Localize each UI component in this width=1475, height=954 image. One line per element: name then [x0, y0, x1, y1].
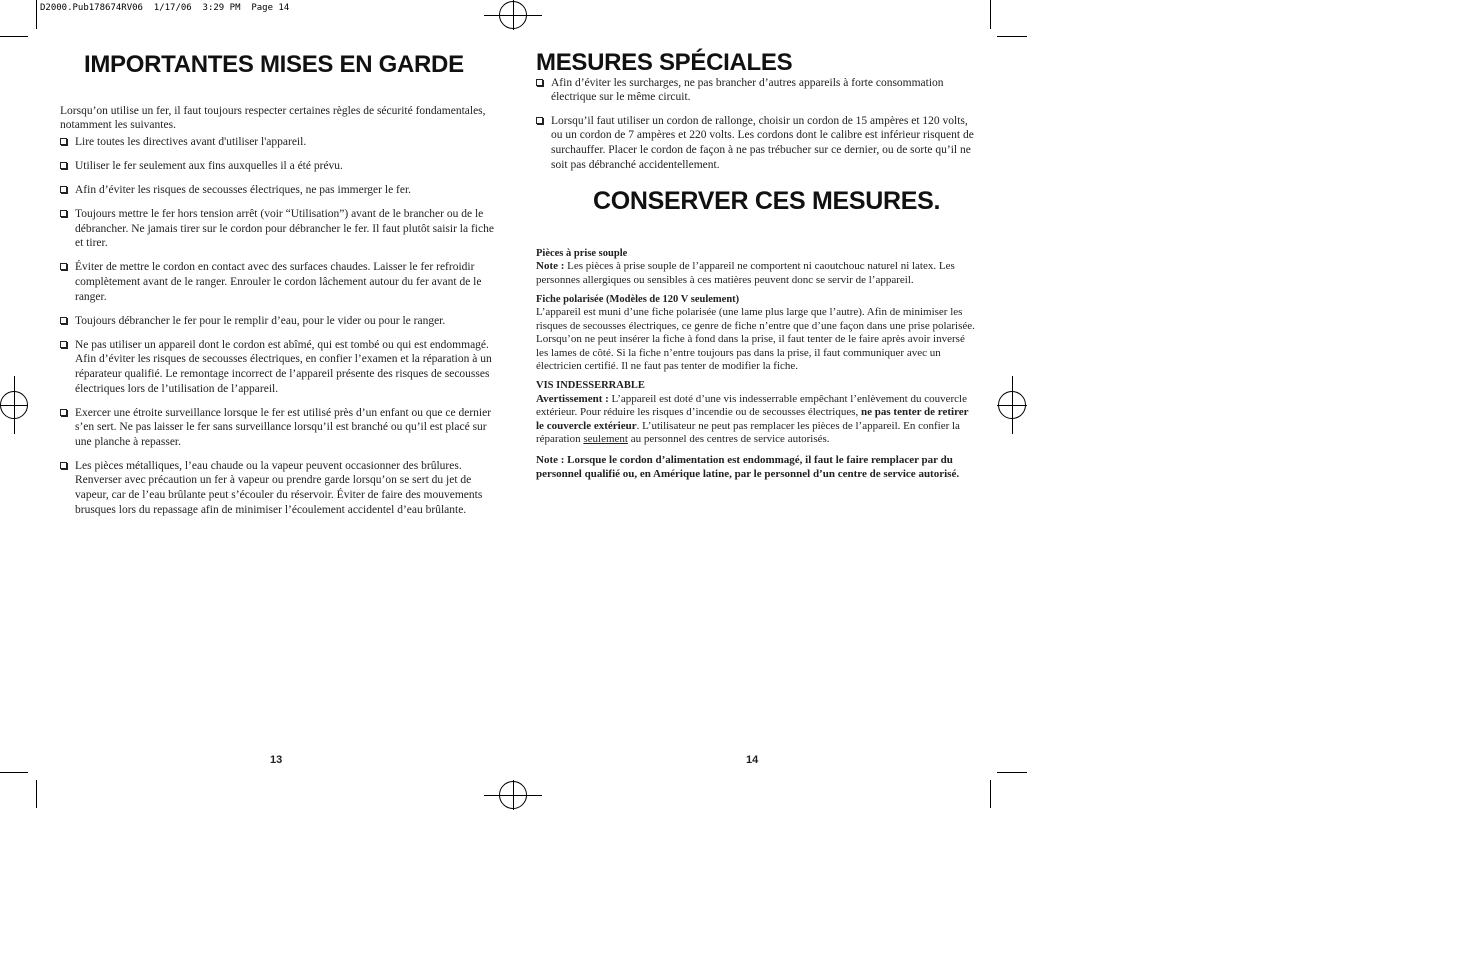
checkbox-bullet-icon — [60, 341, 67, 348]
checkbox-bullet-icon — [60, 210, 67, 217]
crop-mark — [997, 36, 1027, 37]
list-item: Utiliser le fer seulement aux fins auxquelles il a été prévu. — [60, 159, 500, 174]
checkbox-bullet-icon — [60, 186, 67, 193]
right-page-title: MESURES SPÉCIALES — [536, 49, 793, 76]
power-cord-note: Note : Lorsque le cordon d’alimentation est endommagé, il faut le faire remplacer par du personnel qualifié ou, en Amérique latine, par le personnel d’un centre de service autorisé. — [536, 454, 960, 480]
page-number-right: 14 — [746, 754, 759, 766]
crop-mark — [990, 0, 991, 29]
list-item: Toujours mettre le fer hors tension arrêt (voir “Utilisation”) avant de le brancher ou de le débrancher. Ne jamais tirer sur le cordon pour débrancher le fer. Il faut plutôt saisir la fiche et tirer. — [60, 207, 500, 251]
list-item: Ne pas utiliser un appareil dont le cordon est abîmé, qui est tombé ou qui est endommagé. Afin d’éviter les risques de secousses électriques, en confier l’examen et la réparation à un réparateur qualifié. Le remontage incorrect de l’appareil présente des risques de secousses électriques lors de l’utilisation de l’appareil. — [60, 338, 500, 396]
soft-parts-note: Note : Les pièces à prise souple de l’appareil ne comportent ni caoutchouc naturel ni latex. Les personnes allergiques ou sensibles à ces matières peuvent donc se servir de l’appareil. — [536, 260, 955, 286]
crop-mark — [990, 780, 991, 808]
checkbox-bullet-icon — [60, 462, 67, 469]
list-item: Exercer une étroite surveillance lorsque le fer est utilisé près d’un enfant ou que ce dernier s’en sert. Ne pas laisser le fer sans surveillance lorsqu’il est branché ou qu’il est placé sur une planche à repasser. — [60, 406, 500, 450]
list-item: Afin d’éviter les risques de secousses électriques, ne pas immerger le fer. — [60, 183, 500, 198]
list-item: Les pièces métalliques, l’eau chaude ou la vapeur peuvent occasionner des brûlures. Renverser avec précaution un fer à vapeur ou prendre garde lorsqu’on se sert du jet de vapeur, car de l’eau brûlante peut s’écouler du réservoir. Éviter de faire des mouvements brusques lors du repassage afin de minimiser l’écoulement accidentel d’eau brûlante. — [60, 459, 500, 517]
checkbox-bullet-icon — [536, 117, 543, 124]
crop-mark — [36, 780, 37, 808]
right-page — [536, 49, 976, 481]
special-measures-list — [536, 76, 976, 173]
polarized-plug-heading: Fiche polarisée (Modèles de 120 V seulement) — [536, 293, 740, 305]
safety-list — [60, 135, 500, 517]
polarized-plug-text: L’appareil est muni d’une fiche polarisée (une lame plus large que l’autre). Afin de minimiser les risques de secousses électriques, ce genre de fiche n’entre que d’une façon dans une prise polarisée. Lorsqu’on ne peut insérer la fiche à fond dans la prise, il faut tenter de le faire après avoir inversé les lames de côté. Si la fiche n’entre toujours pas dans la prise, il faut communiquer avec un électricien certifié. Il ne faut pas tenter de modifier la fiche. — [536, 306, 975, 372]
printer-slug: D2000.Pub178674RV06 1/17/06 3:29 PM Page 14 — [40, 3, 290, 13]
left-page — [60, 51, 500, 527]
tamper-screw-heading: VIS INDESSERRABLE — [536, 380, 645, 392]
list-item: Afin d’éviter les surcharges, ne pas brancher d’autres appareils à forte consommation électrique sur le même circuit. — [536, 76, 976, 105]
left-page-title: IMPORTANTES MISES EN GARDE — [84, 51, 464, 78]
notes-section — [536, 247, 976, 482]
checkbox-bullet-icon — [536, 79, 543, 86]
checkbox-bullet-icon — [60, 162, 67, 169]
intro-paragraph: Lorsqu’on utilise un fer, il faut toujours respecter certaines règles de sécurité fondamentales, notamment les suivantes. — [60, 104, 486, 132]
list-item: Éviter de mettre le cordon en contact avec des surfaces chaudes. Laisser le fer refroidir complètement avant de le ranger. Enrouler le cordon lâchement autour du fer avant de le ranger. — [60, 260, 500, 304]
soft-parts-heading: Pièces à prise souple — [536, 247, 628, 259]
list-item: Toujours débrancher le fer pour le remplir d’eau, pour le vider ou pour le ranger. — [60, 314, 500, 329]
page-number-left: 13 — [270, 754, 283, 766]
checkbox-bullet-icon — [60, 263, 67, 270]
crop-mark — [997, 772, 1027, 773]
crop-mark — [0, 772, 28, 773]
checkbox-bullet-icon — [60, 138, 67, 145]
checkbox-bullet-icon — [60, 409, 67, 416]
crop-mark — [0, 36, 28, 37]
save-instructions-title: CONSERVER CES MESURES. — [593, 187, 941, 216]
crop-mark — [36, 0, 37, 29]
list-item: Lorsqu’il faut utiliser un cordon de rallonge, choisir un cordon de 15 ampères et 120 volts, ou un cordon de 7 ampères et 220 volts. Les cordons dont le calibre est inférieur risquent de surchauffer. Placer le cordon de façon à ne pas trébucher sur ce dernier, ou de sorte qu’il ne soit pas débranché accidentellement. — [536, 114, 976, 172]
tamper-screw-text: Avertissement : L’appareil est doté d’une vis indesserrable empêchant l’enlèvement du couvercle extérieur. Pour réduire les risques d’incendie ou de secousses électriques, ne pas tenter de retirer le couvercle extérieur. L’utilisateur ne peut pas remplacer les pièces de l’appareil. En confier la réparation seulement au personnel des centres de service autorisés. — [536, 392, 969, 446]
list-item: Lire toutes les directives avant d'utiliser l'appareil. — [60, 135, 500, 150]
checkbox-bullet-icon — [60, 317, 67, 324]
